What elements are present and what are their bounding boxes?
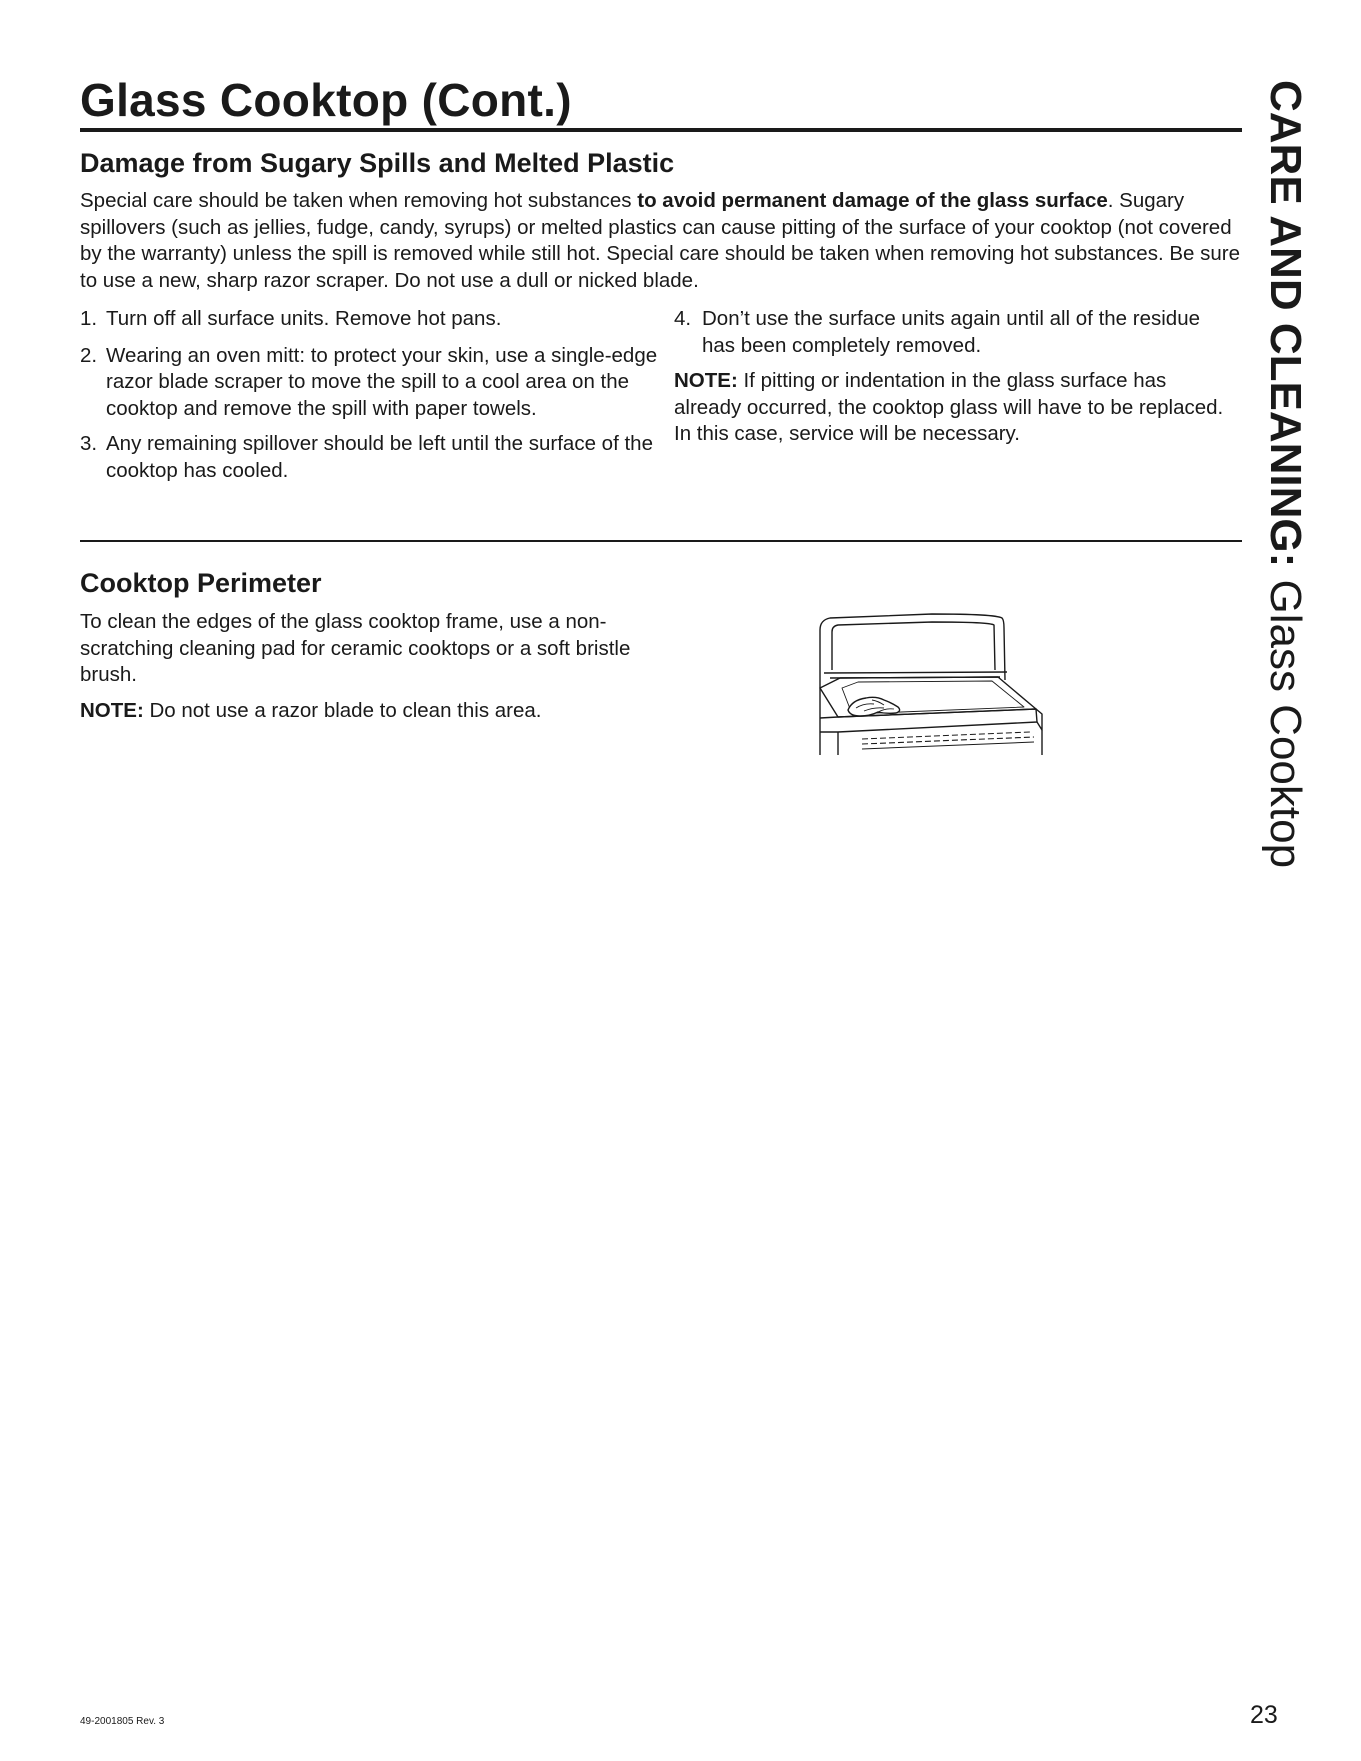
- step-item: [80, 343, 670, 423]
- intro-text-bold: to avoid permanent damage of the glass surface: [637, 189, 1108, 212]
- step-text: Wearing an oven mitt: to protect your skin, use a single-edge razor blade scraper to move the spill to a cool area on the cooktop and remove the spill with paper towels.: [106, 343, 658, 420]
- step-text: Turn off all surface units. Remove hot pans.: [106, 307, 502, 330]
- step-text: Any remaining spillover should be left until the surface of the cooktop has cooled.: [106, 432, 653, 482]
- page-number: 23: [1250, 1701, 1278, 1729]
- section-heading-perimeter: Cooktop Perimeter: [80, 568, 322, 598]
- step-number: 1.: [80, 307, 98, 330]
- step-item: [674, 306, 1234, 359]
- document-number: 49-2001805 Rev. 3: [80, 1716, 165, 1727]
- cooktop-cleaning-illustration: [812, 610, 1062, 755]
- pitting-note: [674, 368, 1234, 448]
- note-label: NOTE:: [80, 698, 144, 722]
- step-number: 2.: [80, 343, 98, 367]
- section-divider: [80, 540, 1242, 542]
- section-heading-sugary-spills: Damage from Sugary Spills and Melted Plastic: [80, 148, 675, 178]
- steps-right-column: [674, 306, 1234, 457]
- step-number: 4.: [674, 307, 692, 330]
- note-label: NOTE:: [674, 369, 738, 392]
- side-tab-regular: Glass Cooktop: [1261, 567, 1310, 869]
- note-text: Do not use a razor blade to clean this area.: [143, 698, 542, 722]
- side-tab-bold: CARE AND CLEANING:: [1261, 80, 1310, 568]
- title-divider: [80, 128, 1242, 132]
- steps-left-column: [80, 306, 670, 493]
- intro-text-start: Special care should be taken when removing hot substances: [80, 189, 638, 212]
- perimeter-body: [80, 609, 640, 733]
- section-side-tab: [1260, 80, 1310, 868]
- intro-text-end: . Sugary spillovers (such as jellies, fudge, candy, syrups) or melted plastics can cause pitting of the surface of your cooktop (not covered by the warranty) unless the spill is removed while still hot. Special care should be taken when removing hot substances. Be sure to use a new, sharp razor scraper. Do not use a dull or nicked blade.: [80, 189, 1240, 292]
- page-title: Glass Cooktop (Cont.): [80, 74, 572, 126]
- step-number: 3.: [80, 432, 98, 455]
- razor-note: [80, 698, 640, 725]
- step-item: [80, 431, 670, 484]
- perimeter-instructions: To clean the edges of the glass cooktop frame, use a non-scratching cleaning pad for ceramic cooktops or a soft bristle brush.: [80, 610, 631, 686]
- step-text: Don’t use the surface units again until all of the residue has been completely removed.: [702, 307, 1200, 357]
- note-text: If pitting or indentation in the glass surface has already occurred, the cooktop glass will have to be replaced. In this case, service will be necessary.: [674, 369, 1224, 445]
- sugary-spills-intro: [80, 188, 1250, 294]
- step-item: [80, 306, 670, 333]
